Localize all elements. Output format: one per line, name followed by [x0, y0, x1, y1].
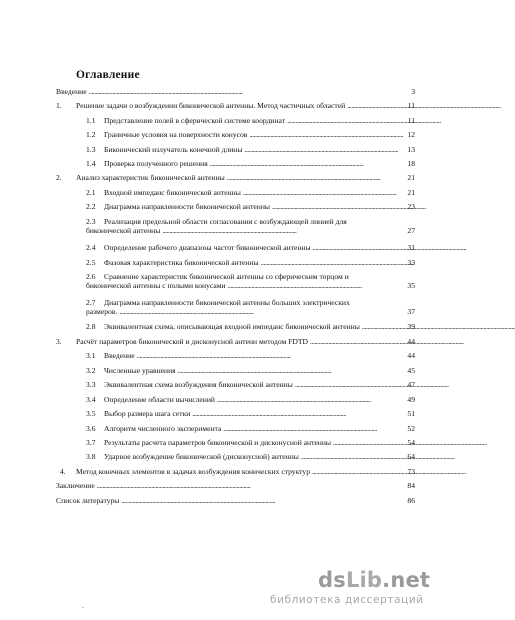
toc-entry-number: 2.1: [86, 188, 96, 197]
toc-entry[interactable]: [56, 101, 415, 110]
toc-leader-dots: [272, 202, 405, 211]
toc-entry[interactable]: [56, 496, 415, 505]
toc-entry-title: Результаты расчета параметров биконической и дисконусной антенны: [104, 438, 332, 447]
toc-entry-page: 51: [407, 409, 415, 418]
toc-entry-number: 3.7: [86, 438, 96, 447]
toc-leader-dots: [301, 452, 406, 461]
toc-entry-page: 18: [407, 159, 415, 168]
toc-entry-title: Граничные условия на поверхности конусов: [104, 130, 248, 139]
toc-entry-title: Реализация предельной области согласования с возбуждающей линией для: [104, 217, 347, 226]
toc-entry-page: 11: [407, 116, 415, 125]
toc-leader-dots: [295, 380, 406, 389]
toc-entry[interactable]: [86, 395, 415, 404]
toc-entry[interactable]: [86, 217, 415, 235]
toc-entry-number: 3.8: [86, 452, 96, 461]
toc-entry-number: 3.2: [86, 366, 96, 375]
toc-leader-dots: [217, 395, 405, 404]
toc-entry[interactable]: [56, 481, 415, 490]
toc-entry[interactable]: [86, 145, 415, 154]
toc-leader-dots: [228, 281, 406, 290]
toc-entry[interactable]: [86, 130, 415, 139]
toc-leader-dots: [178, 366, 406, 375]
toc-leader-dots: [362, 322, 406, 331]
toc-entry-title-continued: биконической антенны с полыми конусами: [86, 281, 226, 291]
toc-entry[interactable]: [86, 366, 415, 375]
toc-entry-number: 3.6: [86, 424, 96, 433]
toc-leader-dots: [310, 337, 405, 346]
toc-entry-page: 45: [407, 366, 415, 375]
toc-entry-number: 3.: [56, 337, 62, 346]
toc-entry[interactable]: [86, 202, 415, 211]
toc-entry-title: Эквивалентная схема возбуждения биконической антенны: [104, 380, 293, 389]
toc-leader-dots: [312, 467, 405, 476]
toc-entry-page: 21: [407, 173, 415, 182]
toc-entry-number: 1.3: [86, 145, 96, 154]
toc-leader-dots: [162, 226, 405, 235]
toc-entry-title: Сравнение характеристик биконической антенны со сферическим торцом и: [104, 272, 349, 281]
toc-entry[interactable]: [86, 243, 415, 252]
toc-leader-dots: [97, 481, 406, 490]
toc-leader-dots: [119, 307, 405, 316]
toc-entry-title: Проверка полученного решения: [104, 159, 208, 168]
toc-entry[interactable]: [86, 258, 415, 267]
toc-entry-title: Ударное возбуждение биконической (дисконусной) антенны: [104, 452, 299, 461]
watermark-logo-ds: ds: [318, 568, 346, 592]
toc-entry[interactable]: [86, 424, 415, 433]
toc-entry-page: 44: [407, 337, 415, 346]
toc-entry-number: 1.1: [86, 116, 96, 125]
toc-entry-title: Диаграмма направленности биконической антенны: [104, 202, 271, 211]
toc-leader-dots: [192, 409, 405, 418]
toc-entry[interactable]: [86, 409, 415, 418]
toc-entry-page: 21: [407, 188, 415, 197]
toc-entry-number: 2.: [56, 173, 62, 182]
toc-entry-number: 2.8: [86, 322, 96, 331]
toc-entry-title: Решение задачи о возбуждении биконической антенны. Метод частичных областей: [76, 101, 346, 110]
toc-entry-page: 73: [407, 467, 415, 476]
toc-entry-page: 35: [407, 281, 415, 291]
toc-entry-title: Введение: [56, 87, 87, 96]
toc-entry-title: Численные уравнения: [104, 366, 176, 375]
toc-entry-number: 1.2: [86, 130, 96, 139]
toc-entry-title: Определение рабочего диапазона частот биконической антенны: [104, 243, 311, 252]
toc-entry-page: 37: [407, 307, 415, 317]
toc-leader-dots: [244, 145, 405, 154]
toc-entry-number: 2.2: [86, 202, 96, 211]
toc-entry-title: Расчёт параметров биконической и дисконусной антенн методом FDTD: [76, 337, 309, 346]
stray-mark: .: [82, 601, 84, 610]
toc-entry-title: Метод конечных элементов в задачах возбуждения конических структур: [76, 467, 310, 476]
toc-entry-page: 13: [407, 145, 415, 154]
toc-entry-page: 23: [407, 202, 415, 211]
toc-leader-dots: [243, 188, 406, 197]
toc-entry-title: Алгоритм численного эксперимента: [104, 424, 222, 433]
toc-entry-page: 44: [407, 351, 415, 360]
toc-entry-page: 27: [407, 226, 415, 236]
toc-entry-page: 49: [407, 395, 415, 404]
toc-entry[interactable]: [86, 272, 415, 290]
toc-entry-page: 84: [407, 481, 415, 490]
toc-entry-number: 3.4: [86, 395, 96, 404]
toc-entry-number: 3.5: [86, 409, 96, 418]
toc-leader-dots: [227, 173, 406, 182]
toc-entry-title: Эквивалентная схема, описывающая входной импеданс биконической антенны: [104, 322, 360, 331]
toc-entry[interactable]: [86, 438, 415, 447]
toc-entry[interactable]: [86, 188, 415, 197]
toc-entry[interactable]: [56, 337, 415, 346]
toc-entry-title: Введение: [104, 351, 135, 360]
toc-entry-page: 3: [411, 87, 415, 96]
toc-entry[interactable]: [60, 467, 415, 476]
toc-entry[interactable]: [86, 159, 415, 168]
toc-entry-page: 64: [407, 452, 415, 461]
toc-entry-title: Список литературы: [56, 496, 120, 505]
toc-entry-title: Заключение: [56, 481, 95, 490]
toc-entry[interactable]: [86, 452, 415, 461]
toc-entry-number: 2.3: [86, 217, 96, 226]
toc-entry-title-continued: размеров.: [86, 307, 118, 317]
toc-entry-page: 52: [407, 424, 415, 433]
toc-leader-dots: [313, 243, 406, 252]
toc-entry[interactable]: [86, 351, 415, 360]
toc-leader-dots: [249, 130, 405, 139]
watermark-logo-net: .net: [382, 568, 431, 592]
toc-entry-title: Фазовая характеристика биконической антенны: [104, 258, 259, 267]
toc-entry-page: 54: [407, 438, 415, 447]
toc-entry-number: 2.6: [86, 272, 96, 281]
toc-entry-title: Выбор размера шага сетки: [104, 409, 191, 418]
toc-leader-dots: [261, 258, 406, 267]
toc-entry-title: Определение области вычислений: [104, 395, 215, 404]
watermark-logo: [318, 568, 430, 592]
toc-leader-dots: [137, 351, 406, 360]
toc-entry-title: Анализ характеристик биконической антенны: [76, 173, 225, 182]
toc-entry-page: 11: [407, 101, 415, 110]
toc-entry-number: 1.4: [86, 159, 96, 168]
toc-entry-page: 86: [407, 496, 415, 505]
toc-entry-title-continued: биконической антенны: [86, 226, 161, 236]
toc-leader-dots: [210, 159, 406, 168]
toc-entry-title: Диаграмма направленности биконической антенны больших электрических: [104, 298, 350, 307]
toc-entry-title: Представление полей в сферической системе координат: [104, 116, 286, 125]
toc-entry[interactable]: [86, 380, 415, 389]
toc-leader-dots: [347, 101, 406, 110]
toc-entry-number: 3.1: [86, 351, 96, 360]
toc-entry-page: 33: [407, 258, 415, 267]
toc-entry-number: 4.: [60, 467, 66, 476]
toc-entry[interactable]: [86, 298, 415, 316]
toc-title: Оглавление: [76, 69, 140, 81]
toc-entry-number: 3.3: [86, 380, 96, 389]
toc-entry[interactable]: [56, 87, 415, 96]
watermark-subtitle: библиотека диссертаций: [270, 594, 424, 606]
toc-leader-dots: [121, 496, 405, 505]
toc-entry-title: Входной импеданс биконической антенны: [104, 188, 241, 197]
toc-entry-page: 12: [407, 130, 415, 139]
toc-entry[interactable]: [56, 173, 415, 182]
toc-entry[interactable]: [86, 116, 415, 125]
toc-entry[interactable]: [86, 322, 415, 331]
toc-entry-number: 2.4: [86, 243, 96, 252]
toc-leader-dots: [223, 424, 405, 433]
toc-leader-dots: [287, 116, 406, 125]
toc-entry-page: 47: [407, 380, 415, 389]
toc-leader-dots: [89, 87, 410, 96]
toc-entry-number: 1.: [56, 101, 62, 110]
toc-entry-title: Биконический излучатель конечной длины: [104, 145, 243, 154]
toc-entry-number: 2.7: [86, 298, 96, 307]
toc-entry-page: 39: [407, 322, 415, 331]
toc-leader-dots: [333, 438, 405, 447]
toc-entry-page: 31: [407, 243, 415, 252]
watermark-logo-lib: Lib: [345, 568, 383, 592]
toc-entry-number: 2.5: [86, 258, 96, 267]
